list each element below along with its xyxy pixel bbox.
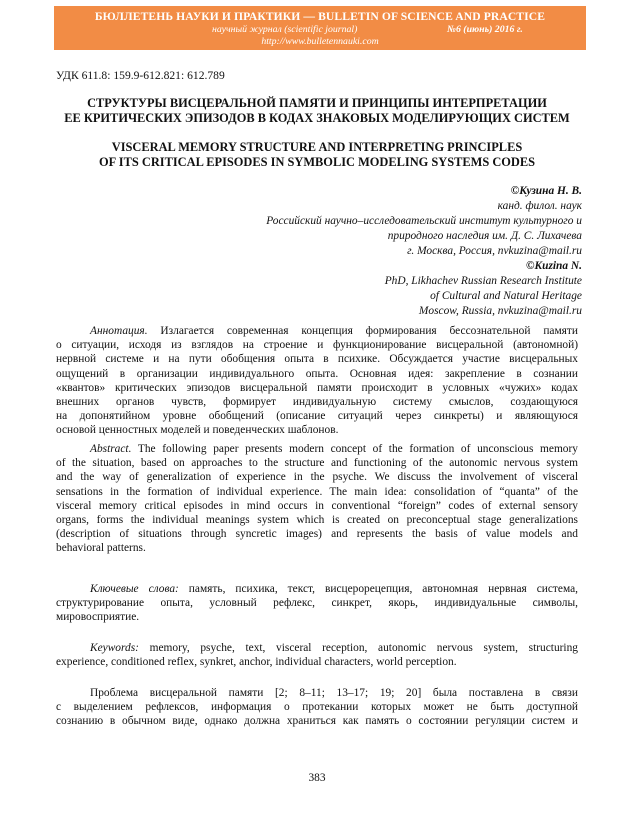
abstract-label: Abstract.	[90, 443, 132, 455]
title-ru-line: СТРУКТУРЫ ВИСЦЕРАЛЬНОЙ ПАМЯТИ И ПРИНЦИПЫ ИНТЕРПРЕТАЦИИ	[87, 96, 547, 110]
journal-title: БЮЛЛЕТЕНЬ НАУКИ И ПРАКТИКИ — BULLETIN OF SCIENCE AND PRACTICE	[94, 10, 546, 23]
author-affiliation-ru: Российский научно–исследовательский институт культурного и	[266, 215, 582, 227]
author-name-en: ©Kuzina N.	[526, 260, 582, 272]
title-en-line: OF ITS CRITICAL EPISODES IN SYMBOLIC MODELING SYSTEMS CODES	[98, 154, 536, 169]
author-block	[162, 184, 582, 319]
author-location-ru: г. Москва, Россия, nvkuzina@mail.ru	[407, 245, 582, 257]
journal-subtitle-row	[54, 24, 586, 36]
journal-subtitle: научный журнал (scientific journal)	[212, 24, 358, 35]
title-russian	[40, 96, 594, 125]
keywords-en-label: Keywords:	[90, 642, 139, 654]
journal-url[interactable]: http://www.bulletennauki.com	[261, 36, 379, 47]
author-name-ru: ©Кузина Н. В.	[510, 185, 582, 197]
journal-issue: №6 (июнь) 2016 г.	[447, 24, 523, 35]
udc-code: УДК 611.8: 159.9-612.821: 612.789	[56, 69, 225, 82]
title-en-line: VISCERAL MEMORY STRUCTURE AND INTERPRETING PRINCIPLES	[111, 140, 523, 154]
annotation-paragraph: Аннотация. Излагается современная концепция формирования бессознательной памяти о ситуации, исходя из взглядов на строение и функционирование висцеральной (автономной) нервной системе и на пути обобщения опыта в психике. Обсуждается участие висцеральных ощущений в организации индивидуального опыта. Основная идея: закрепление в сознании «квантов» критических эпизодов висцеральной памяти происходит в условных «чужих» кодах внешних органов чувств, формирует индивидуальную систему смыслов, создающуюся на допонятийном уровне обобщений (описание ситуаций через синкреты) и являющуюся основой ценностных моделей и поведенческих шаблонов.	[56, 325, 578, 437]
annotation-label: Аннотация.	[90, 325, 148, 337]
page-number: 383	[308, 772, 326, 784]
journal-header-banner	[54, 6, 586, 50]
title-ru-line: ЕЕ КРИТИЧЕСКИХ ЭПИЗОДОВ В КОДАХ ЗНАКОВЫХ МОДЕЛИРУЮЩИХ СИСТЕМ	[64, 110, 570, 125]
author-affiliation-ru: природного наследия им. Д. С. Лихачева	[387, 230, 582, 242]
keywords-en-paragraph: Keywords: memory, psyche, text, visceral reception, autonomic nervous system, structuring experience, conditioned reflex, synkret, anchor, individual characters, world perception.	[56, 642, 578, 669]
title-english	[40, 140, 594, 169]
abstract-paragraph: Abstract. The following paper presents modern concept of the formation of unconscious memory of the situation, based on approaches to the structure and functioning of the autonomic nervous system and the way of generalization of experience in the psyche. We discuss the involvement of visceral sensations in the formation of individual experience. The main idea: consolidation of “quanta” of the visceral memory critical episodes in mind occurs in conventional “foreign” codes of external sensory organs, forms the individual meanings system which is created on preconceptual stage generalizations (description of situations through syncretic images) and represents the basis of value models and behavioral patterns.	[56, 443, 578, 555]
author-affiliation-en: PhD, Likhachev Russian Research Institute	[384, 275, 582, 287]
author-affiliation-en: of Cultural and Natural Heritage	[430, 290, 582, 302]
keywords-ru-label: Ключевые слова:	[90, 583, 179, 595]
keywords-ru-paragraph: Ключевые слова: память, психика, текст, висцерорецепция, автономная нервная система, структурирование опыта, условный рефлекс, синкрет, якорь, индивидуальные символы, мировосприятие.	[56, 583, 578, 624]
author-degree-ru: канд. филол. наук	[497, 200, 582, 212]
author-location-en: Moscow, Russia, nvkuzina@mail.ru	[418, 305, 582, 317]
body-paragraph: Проблема висцеральной памяти [2; 8–11; 13–17; 19; 20] была поставлена в связи с выделением рефлексов, информация о протекании которых может не быть доступной сознанию в обычном виде, однако должна храниться как память о состоянии регуляции систем и	[56, 687, 578, 728]
